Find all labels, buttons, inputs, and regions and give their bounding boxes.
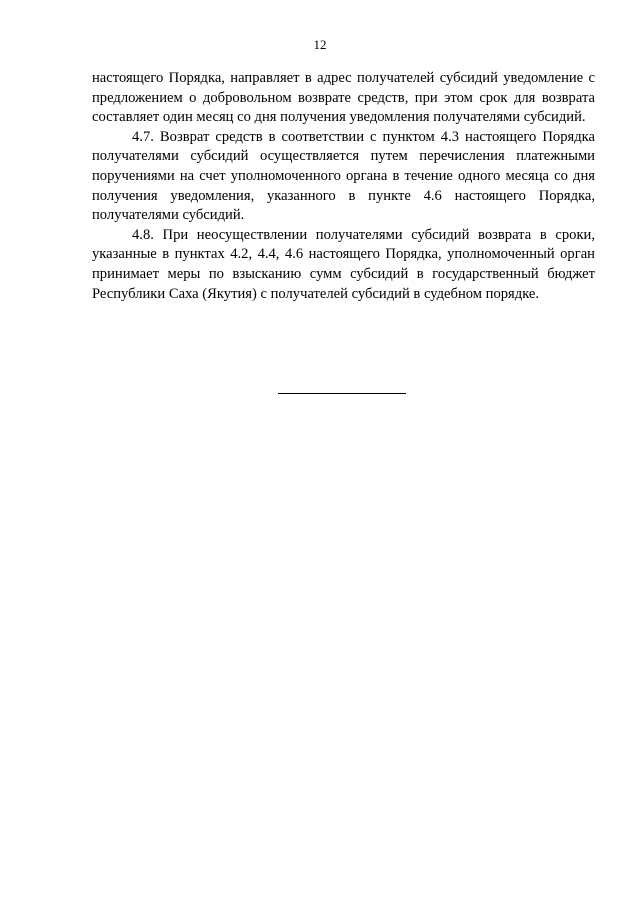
paragraph-4-8: 4.8. При неосуществлении получателями субсидий возврата в сроки, указанные в пунктах 4.2, 4.4, 4.6 настоящего Порядка, уполномоченный орган принимает меры по взысканию сумм субсидий в государственный бюджет Республики Саха (Якутия) с получателей субсидий в судебном порядке. bbox=[92, 226, 595, 302]
page-number: 12 bbox=[313, 37, 327, 52]
document-body bbox=[92, 69, 595, 304]
paragraph-continuation: настоящего Порядка, направляет в адрес получателей субсидий уведомление с предложением о добровольном возврате средств, при этом срок для возврата составляет один месяц со дня получения уведомления получателями субсидий. bbox=[92, 70, 595, 126]
paragraph-4-7: 4.7. Возврат средств в соответствии с пунктом 4.3 настоящего Порядка получателями субсидий осуществляется путем перечисления платежными поручениями на счет уполномоченного органа в течение одного месяца со дня получения уведомления, указанного в пункте 4.6 настоящего Порядка, получателями субсидий. bbox=[92, 128, 595, 224]
end-of-document-rule bbox=[278, 393, 406, 394]
